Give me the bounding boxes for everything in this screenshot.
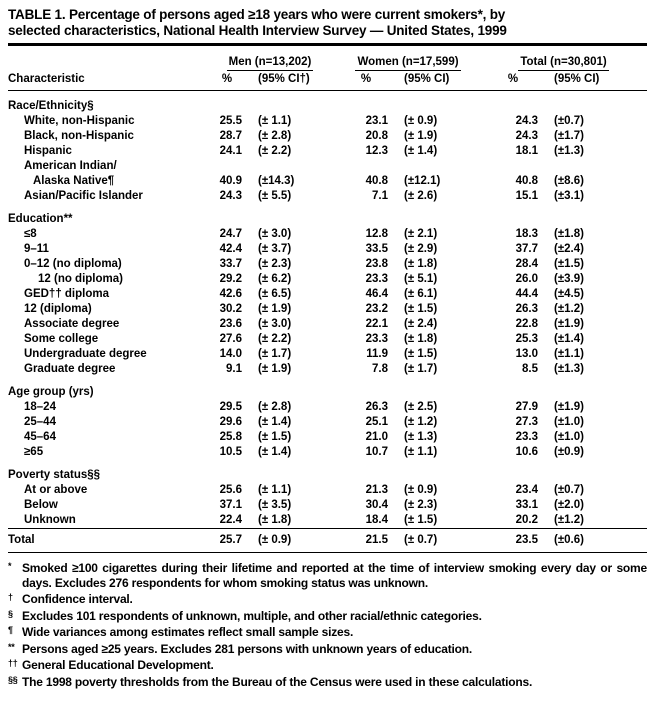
row-label: [8, 129, 204, 144]
footnote-text: General Educational Development.: [22, 658, 214, 672]
row-label-text: Asian/Pacific Islander: [24, 190, 143, 202]
ci-value: (± 2.5): [404, 401, 438, 413]
table-row: [8, 445, 647, 460]
table-title-line1: TABLE 1. Percentage of persons aged ≥18 years who were current smokers*, by: [8, 7, 506, 22]
total-group-label: Total (n=30,801): [518, 55, 608, 71]
ci-value: (± 5.5): [258, 190, 292, 202]
column-group-header-row: [8, 46, 647, 71]
ci-value: (± 3.5): [258, 499, 292, 511]
percent-value: 7.8: [372, 363, 388, 375]
ci-value: (± 1.4): [404, 145, 438, 157]
percent-value: 28.7: [219, 130, 242, 142]
section-header-row: [8, 377, 647, 400]
total-ci-header: (95% CI): [546, 71, 647, 91]
ci-value: (±2.0): [554, 499, 584, 511]
footnote: [8, 656, 647, 673]
ci-value: (± 2.9): [404, 243, 438, 255]
table-row: [8, 362, 647, 377]
total-percent-value: 23.5: [480, 529, 546, 553]
table-row: [8, 257, 647, 272]
ci-value: (± 0.9): [404, 484, 438, 496]
total-ci-value: (± 0.7): [396, 529, 480, 553]
table-row: [8, 189, 647, 204]
footnote-text: Confidence interval.: [22, 592, 133, 606]
percent-value: 21.3: [365, 484, 388, 496]
current-smokers-table: [8, 46, 647, 553]
row-label-text: ≤8: [24, 228, 37, 240]
ci-value: (±1.8): [554, 228, 584, 240]
percent-value: 30.2: [219, 303, 242, 315]
percent-value: 37.1: [219, 499, 242, 511]
ci-value: (±8.6): [554, 175, 584, 187]
ci-value: (± 1.9): [258, 303, 292, 315]
table-row: [8, 272, 647, 287]
percent-value: 25.5: [219, 115, 242, 127]
document-page: [8, 7, 647, 689]
row-label: [8, 227, 204, 242]
percent-value: 27.9: [515, 401, 538, 413]
section-header-label: Education**: [8, 213, 73, 225]
row-label-text: 9–11: [24, 243, 49, 255]
row-label-text: 12 (no diploma): [38, 273, 123, 285]
table-row: [8, 513, 647, 529]
percent-value: 23.1: [365, 115, 388, 127]
ci-value: (±1.5): [554, 258, 584, 270]
row-label: [8, 159, 204, 189]
men-percent-header: %: [204, 71, 250, 91]
characteristic-header: Characteristic: [8, 71, 204, 91]
ci-value: (± 1.4): [258, 446, 292, 458]
row-label-text: Some college: [24, 333, 99, 345]
ci-value: (± 1.7): [258, 348, 292, 360]
ci-value: (± 2.3): [258, 258, 292, 270]
row-label: [8, 498, 204, 513]
percent-value: 14.0: [219, 348, 242, 360]
row-label-text: Black, non-Hispanic: [24, 130, 134, 142]
section-header-row: [8, 91, 647, 115]
percent-value: 15.1: [515, 190, 538, 202]
ci-value: (± 1.9): [404, 130, 438, 142]
percent-value: 29.2: [219, 273, 242, 285]
women-group-label: Women (n=17,599): [355, 55, 460, 71]
ci-value: (± 1.5): [404, 303, 438, 315]
men-group-header: [204, 46, 336, 71]
percent-value: 24.3: [515, 130, 538, 142]
ci-value: (±1.4): [554, 333, 584, 345]
footnote-text: Persons aged ≥25 years. Excludes 281 persons with unknown years of education.: [22, 641, 473, 656]
row-label: [8, 189, 204, 204]
percent-value: 23.2: [365, 303, 388, 315]
percent-value: 24.3: [515, 115, 538, 127]
row-label: [8, 445, 204, 460]
footnote-text: Smoked ≥100 cigarettes during their lifetime and reported at the time of interview smoking every day or some days. Excludes 276 respondents for whom smoking status was unknown.: [22, 561, 647, 590]
ci-value: (±0.7): [554, 484, 584, 496]
row-label: [8, 513, 204, 529]
percent-value: 23.3: [365, 333, 388, 345]
percent-value: 42.6: [219, 288, 242, 300]
row-label-text: Hispanic: [24, 145, 72, 157]
column-subheader-row: [8, 71, 647, 91]
ci-value: (±1.0): [554, 431, 584, 443]
table-row: [8, 498, 647, 513]
row-label-text: White, non-Hispanic: [24, 115, 135, 127]
ci-value: (± 3.7): [258, 243, 292, 255]
section-header-label: Age group (yrs): [8, 386, 94, 398]
percent-value: 18.4: [365, 514, 388, 526]
row-label-text: Below: [24, 499, 58, 511]
percent-value: 23.3: [365, 273, 388, 285]
row-label-text: Undergraduate degree: [24, 348, 147, 360]
footnote-marker: §: [8, 608, 13, 619]
ci-value: (± 2.6): [404, 190, 438, 202]
total-ci-value: (± 0.9): [250, 529, 336, 553]
percent-value: 8.5: [522, 363, 538, 375]
footnote-text: The 1998 poverty thresholds from the Bureau of the Census were used in these calculations.: [22, 674, 533, 689]
ci-value: (± 1.1): [404, 446, 438, 458]
total-ci-value: (±0.6): [546, 529, 647, 553]
row-label: [8, 430, 204, 445]
ci-value: (±1.7): [554, 130, 584, 142]
ci-value: (± 1.1): [258, 484, 292, 496]
percent-value: 26.3: [365, 401, 388, 413]
footnote-marker: ¶: [8, 625, 13, 635]
table-row: [8, 483, 647, 498]
footnote-text: Excludes 101 respondents of unknown, multiple, and other racial/ethnic categories.: [22, 608, 482, 623]
table-row: [8, 400, 647, 415]
footnote-marker: †: [8, 592, 13, 602]
percent-value: 10.6: [515, 446, 538, 458]
row-label: [8, 302, 204, 317]
percent-value: 23.6: [219, 318, 242, 330]
ci-value: (± 2.2): [258, 333, 292, 345]
section-header-row: [8, 204, 647, 227]
row-label-text: Associate degree: [24, 318, 120, 330]
percent-value: 22.4: [219, 514, 242, 526]
row-label: [8, 144, 204, 159]
percent-value: 26.3: [515, 303, 538, 315]
ci-value: (±1.3): [554, 145, 584, 157]
percent-value: 25.8: [219, 431, 242, 443]
percent-value: 18.3: [515, 228, 538, 240]
percent-value: 22.8: [515, 318, 538, 330]
footnote-marker: *: [8, 561, 12, 571]
row-label: [8, 483, 204, 498]
percent-value: 13.0: [515, 348, 538, 360]
percent-value: 11.9: [366, 348, 388, 360]
percent-value: 33.1: [515, 499, 538, 511]
table-row: [8, 159, 647, 189]
percent-value: 22.1: [365, 318, 388, 330]
row-label-text: American Indian/: [24, 160, 117, 172]
ci-value: (± 1.9): [258, 363, 292, 375]
footnote: [8, 607, 647, 624]
row-label-text: ≥65: [24, 446, 44, 458]
ci-value: (±1.2): [554, 514, 584, 526]
percent-value: 33.5: [365, 243, 388, 255]
percent-value: 40.9: [219, 175, 242, 187]
ci-value: (±3.1): [554, 190, 584, 202]
table-row: [8, 287, 647, 302]
footnote-marker: **: [8, 641, 15, 652]
ci-value: (±3.9): [554, 273, 584, 285]
ci-value: (±1.1): [554, 348, 584, 360]
ci-value: (± 1.7): [404, 363, 438, 375]
percent-value: 12.3: [365, 145, 388, 157]
ci-value: (±0.7): [554, 115, 584, 127]
ci-value: (± 6.2): [258, 273, 292, 285]
percent-value: 40.8: [515, 175, 538, 187]
percent-value: 40.8: [365, 175, 388, 187]
footnote: [8, 640, 647, 657]
ci-value: (± 1.8): [258, 514, 292, 526]
row-label: [8, 242, 204, 257]
row-label: [8, 415, 204, 430]
percent-value: 10.5: [219, 446, 242, 458]
row-label: [8, 332, 204, 347]
footnotes-section: [8, 559, 647, 689]
ci-value: (± 1.2): [404, 416, 438, 428]
footnote: [8, 559, 647, 590]
ci-value: (±1.9): [554, 401, 584, 413]
ci-value: (± 1.1): [258, 115, 292, 127]
row-label-text: 0–12 (no diploma): [24, 258, 122, 270]
ci-value: (± 5.1): [404, 273, 438, 285]
table-row: [8, 302, 647, 317]
ci-value: (± 1.4): [258, 416, 292, 428]
ci-value: (± 2.1): [404, 228, 438, 240]
women-group-header: [336, 46, 480, 71]
ci-value: (± 1.5): [404, 514, 438, 526]
total-label: Total: [8, 529, 204, 553]
total-percent-value: 25.7: [204, 529, 250, 553]
ci-value: (± 6.1): [404, 288, 438, 300]
ci-value: (±1.2): [554, 303, 584, 315]
percent-value: 18.1: [515, 145, 538, 157]
row-label: [8, 317, 204, 332]
percent-value: 20.8: [365, 130, 388, 142]
percent-value: 25.3: [515, 333, 538, 345]
ci-value: (± 2.4): [404, 318, 438, 330]
percent-value: 12.8: [365, 228, 388, 240]
table-row: [8, 415, 647, 430]
percent-value: 24.7: [219, 228, 242, 240]
percent-value: 44.4: [515, 288, 538, 300]
ci-value: (± 1.8): [404, 333, 438, 345]
table-title-line2: selected characteristics, National Health Interview Survey — United States, 1999: [8, 23, 507, 38]
percent-value: 37.7: [515, 243, 538, 255]
percent-value: 42.4: [219, 243, 242, 255]
men-ci-header: (95% CI†): [250, 71, 336, 91]
percent-value: 24.1: [219, 145, 242, 157]
ci-value: (± 2.3): [404, 499, 438, 511]
percent-value: 21.0: [365, 431, 388, 443]
table-row: [8, 347, 647, 362]
total-percent-value: 21.5: [336, 529, 396, 553]
section-header-label: Race/Ethnicity§: [8, 100, 94, 112]
ci-value: (± 3.0): [258, 318, 292, 330]
percent-value: 20.2: [515, 514, 538, 526]
men-group-label: Men (n=13,202): [227, 55, 314, 71]
percent-value: 9.1: [226, 363, 242, 375]
ci-value: (±1.3): [554, 363, 584, 375]
total-percent-header: %: [480, 71, 546, 91]
percent-value: 26.0: [515, 273, 538, 285]
ci-value: (± 2.8): [258, 401, 292, 413]
percent-value: 33.7: [219, 258, 242, 270]
row-label: [8, 272, 204, 287]
ci-value: (± 6.5): [258, 288, 292, 300]
footnote: [8, 590, 647, 607]
row-label-text: 25–44: [24, 416, 56, 428]
row-label-text-line2: Alaska Native¶: [33, 175, 115, 187]
table-row: [8, 332, 647, 347]
percent-value: 23.3: [515, 431, 538, 443]
ci-value: (± 2.2): [258, 145, 292, 157]
row-label: [8, 257, 204, 272]
row-label-text: Graduate degree: [24, 363, 116, 375]
row-label-text: GED†† diploma: [24, 288, 109, 300]
ci-value: (±4.5): [554, 288, 584, 300]
ci-value: (±2.4): [554, 243, 584, 255]
percent-value: 25.1: [365, 416, 388, 428]
total-group-header: [480, 46, 647, 71]
row-label-text: 45–64: [24, 431, 56, 443]
percent-value: 30.4: [365, 499, 388, 511]
empty-header-cell: [8, 46, 204, 71]
women-percent-header: %: [336, 71, 396, 91]
footnote-text: Wide variances among estimates reflect small sample sizes.: [22, 625, 354, 639]
ci-value: (±1.0): [554, 416, 584, 428]
percent-value: 46.4: [365, 288, 388, 300]
section-header-row: [8, 460, 647, 483]
table-row: [8, 242, 647, 257]
ci-value: (±14.3): [258, 175, 295, 187]
table-row: [8, 430, 647, 445]
ci-value: (±1.9): [554, 318, 584, 330]
row-label-text: Unknown: [24, 514, 76, 526]
total-row: [8, 529, 647, 553]
percent-value: 27.3: [515, 416, 538, 428]
footnote-marker: §§: [8, 674, 18, 685]
row-label-text: At or above: [24, 484, 88, 496]
ci-value: (±12.1): [404, 175, 441, 187]
ci-value: (± 3.0): [258, 228, 292, 240]
row-label: [8, 347, 204, 362]
footnote-marker: ††: [8, 658, 18, 668]
percent-value: 7.1: [372, 190, 388, 202]
percent-value: 29.6: [219, 416, 242, 428]
percent-value: 28.4: [515, 258, 538, 270]
ci-value: (± 0.9): [404, 115, 438, 127]
row-label: [8, 400, 204, 415]
ci-value: (±0.9): [554, 446, 584, 458]
percent-value: 24.3: [219, 190, 242, 202]
table-title: [8, 7, 647, 39]
percent-value: 29.5: [219, 401, 242, 413]
percent-value: 10.7: [365, 446, 388, 458]
ci-value: (± 1.3): [404, 431, 438, 443]
section-header-label: Poverty status§§: [8, 469, 101, 481]
percent-value: 23.4: [515, 484, 538, 496]
row-label: [8, 362, 204, 377]
ci-value: (± 1.5): [404, 348, 438, 360]
footnote: [8, 673, 647, 690]
ci-value: (± 1.5): [258, 431, 292, 443]
table-row: [8, 317, 647, 332]
percent-value: 27.6: [219, 333, 242, 345]
women-ci-header: (95% CI): [396, 71, 480, 91]
row-label-text: 18–24: [24, 401, 56, 413]
table-row: [8, 129, 647, 144]
table-row: [8, 227, 647, 242]
table-row: [8, 144, 647, 159]
row-label: [8, 287, 204, 302]
ci-value: (± 2.8): [258, 130, 292, 142]
percent-value: 25.6: [219, 484, 242, 496]
footnote: [8, 623, 647, 640]
table-row: [8, 114, 647, 129]
row-label: [8, 114, 204, 129]
ci-value: (± 1.8): [404, 258, 438, 270]
percent-value: 23.8: [365, 258, 388, 270]
row-label-text: 12 (diploma): [24, 303, 92, 315]
